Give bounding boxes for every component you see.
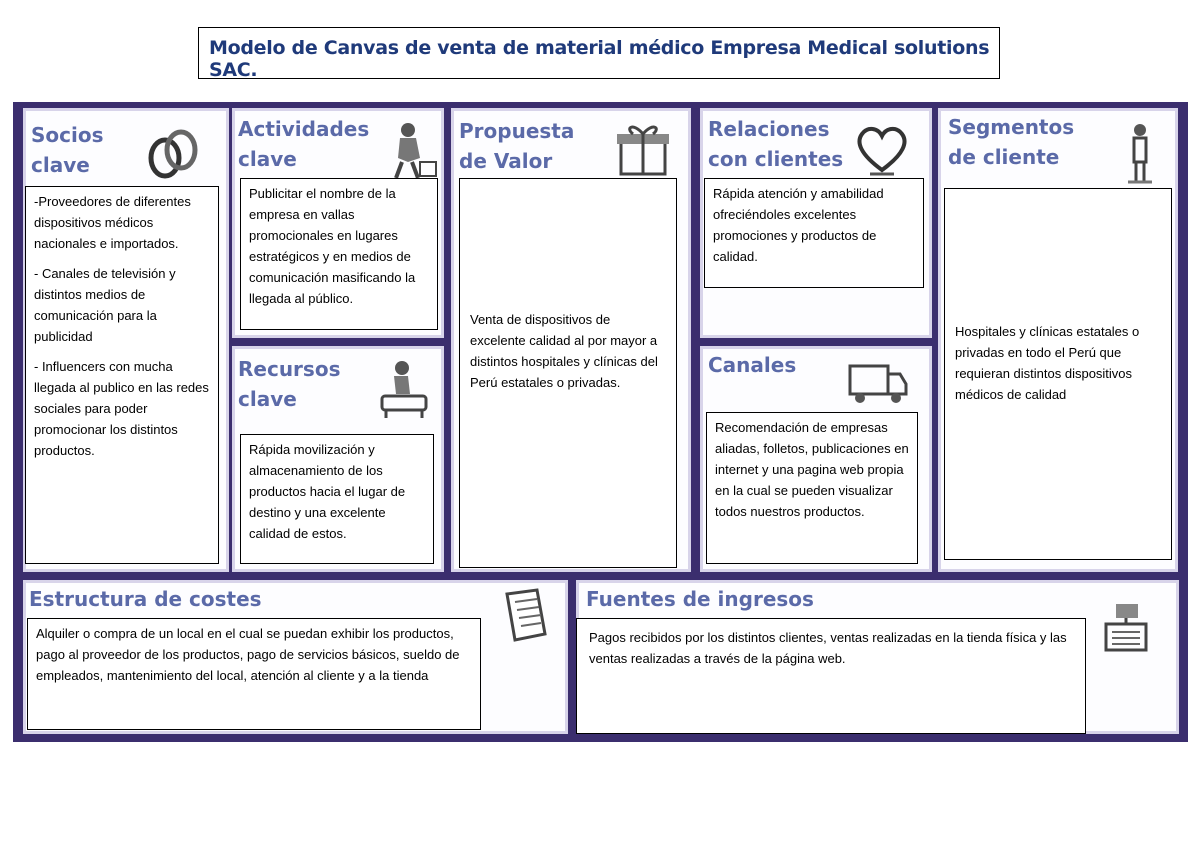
business-model-canvas <box>13 102 1188 742</box>
heading-recursos-l2: clave <box>238 387 297 411</box>
costes-textbox: Alquiler o compra de un local en el cual se puedan exhibir los productos, pago al proveedor de los productos, pago de servicios básicos, sueldo de empleados, mantenimiento del local, atención al cliente y a la tienda <box>27 618 481 730</box>
heading-relaciones: Relaciones <box>708 117 830 141</box>
truck-icon <box>846 350 910 414</box>
heading-socios-l2: clave <box>31 153 90 177</box>
document-title: Modelo de Canvas de venta de material médico Empresa Medical solutions SAC. <box>209 37 990 81</box>
heading-propuesta: Propuesta <box>459 119 575 143</box>
heading-costes: Estructura de costes <box>29 587 262 611</box>
block-relaciones-clientes <box>700 108 932 338</box>
socios-item: - Influencers con mucha llegada al publico en las redes sociales para poder promocionar los distintos productos. <box>34 359 209 458</box>
block-socios-clave <box>23 108 229 572</box>
block-estructura-costes <box>23 580 568 734</box>
recursos-textbox: Rápida movilización y almacenamiento de los productos hacia el lugar de destino y una excelente calidad de estos. <box>240 434 434 564</box>
cash-register-icon <box>1096 594 1160 658</box>
heading-ingresos: Fuentes de ingresos <box>586 587 814 611</box>
heading-socios: Socios <box>31 123 104 147</box>
title-box <box>198 27 1000 79</box>
heading-recursos: Recursos <box>238 357 341 381</box>
heading-relaciones-l2: con clientes <box>708 147 844 171</box>
block-canales <box>700 346 932 572</box>
worker-icon <box>378 118 442 182</box>
heading-actividades: Actividades <box>238 117 370 141</box>
propuesta-textbox: Venta de dispositivos de excelente calidad al por mayor a distintos hospitales y clínicas del Perú estatales o privadas. <box>459 178 677 568</box>
gift-package-icon <box>611 118 675 182</box>
ingresos-textbox: Pagos recibidos por los distintos clientes, ventas realizadas en la tienda física y las ventas realizadas a través de la página web. <box>576 618 1086 734</box>
heading-actividades-l2: clave <box>238 147 297 171</box>
block-segmentos-cliente <box>938 108 1178 572</box>
linked-rings-icon <box>141 122 205 186</box>
relaciones-textbox: Rápida atención y amabilidad ofreciéndoles excelentes promociones y productos de calidad. <box>704 178 924 288</box>
block-fuentes-ingresos <box>576 580 1179 734</box>
block-propuesta-valor <box>451 108 691 572</box>
heading-segmentos: Segmentos <box>948 115 1075 139</box>
block-actividades-clave <box>232 108 444 338</box>
socios-textbox <box>25 186 219 564</box>
standing-person-icon <box>1108 122 1172 186</box>
person-at-machine-icon <box>372 358 436 422</box>
heading-propuesta-l2: de Valor <box>459 149 553 173</box>
actividades-textbox: Publicitar el nombre de la empresa en vallas promocionales en lugares estratégicos y en medios de comunicación masificando la llegada al público. <box>240 178 438 330</box>
heading-segmentos-l2: de cliente <box>948 145 1060 169</box>
heading-canales: Canales <box>708 353 797 377</box>
socios-item: - Canales de televisión y distintos medios de comunicación para la publicidad <box>34 266 176 344</box>
segmentos-textbox: Hospitales y clínicas estatales o privadas en todo el Perú que requieran distintos dispositivos médicos de calidad <box>944 188 1172 560</box>
socios-item: -Proveedores de diferentes dispositivos médicos nacionales e importados. <box>34 194 191 251</box>
heart-icon <box>850 116 914 180</box>
documents-icon <box>493 584 557 648</box>
canales-textbox: Recomendación de empresas aliadas, folletos, publicaciones en internet y una pagina web propia en la cual se pueden visualizar todos nuestros productos. <box>706 412 918 564</box>
block-recursos-clave <box>232 346 444 572</box>
